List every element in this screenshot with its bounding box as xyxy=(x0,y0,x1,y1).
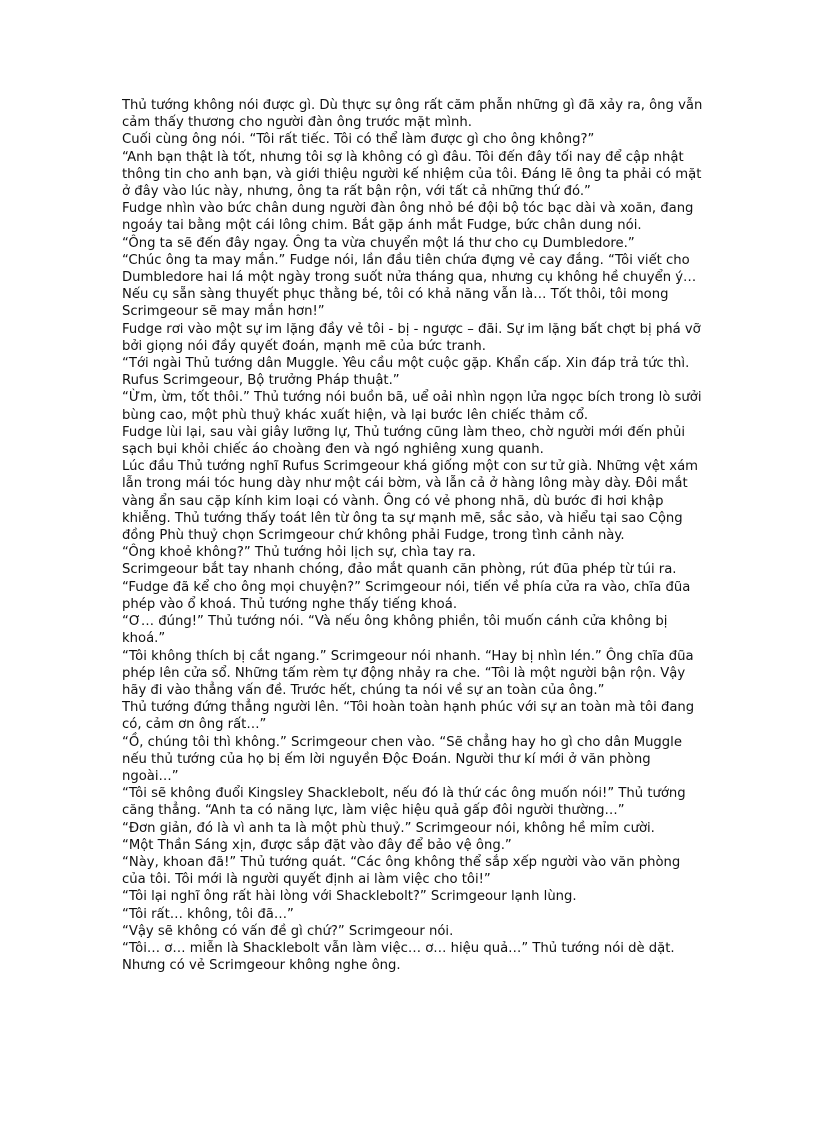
paragraph: Thủ tướng không nói được gì. Dù thực sự ông rất căm phẫn những gì đã xảy ra, ông vẫn cảm thấy thương cho người đàn ông trước mặt mình. xyxy=(122,98,703,131)
paragraph: “Fudge đã kể cho ông mọi chuyện?” Scrimgeour nói, tiến về phía cửa ra vào, chĩa đũa phép vào ổ khoá. Thủ tướng nghe thấy tiếng khoá. xyxy=(122,579,691,612)
paragraph: “Anh bạn thật là tốt, nhưng tôi sợ là không có gì đâu. Tôi đến đây tối nay để cập nhật thông tin cho anh bạn, và giới thiệu người kế nhiệm của tôi. Đáng lẽ ông ta phải có mặt ở đây vào lúc này, nhưng, ông ta rất bận rộn, với tất cả những thứ đó.” xyxy=(122,149,702,200)
paragraph: Lúc đầu Thủ tướng nghĩ Rufus Scrimgeour khá giống một con sư tử già. Những vệt xám lẫn trong mái tóc hung dày như một cái bờm, và lẫn cả ở hàng lông mày dày. Đôi mắt vàng ẩn sau cặp kính kim loại có vành. Ông có vẻ phong nhã, dù bước đi hơi khập khiễng. Thủ tướng thấy toát lên từ ông ta sự mạnh mẽ, sắc sảo, và hiểu tại sao Cộng đồng Phù thuỷ chọn Scrimgeour chứ không phải Fudge, trong tình cảnh này. xyxy=(122,459,699,544)
paragraph: Cuối cùng ông nói. “Tôi rất tiếc. Tôi có thể làm được gì cho ông không?” xyxy=(122,132,595,148)
paragraph: “Tôi sẽ không đuổi Kingsley Shacklebolt, nếu đó là thứ các ông muốn nói!” Thủ tướng căng thẳng. “Anh ta có năng lực, làm việc hiệu quả gấp đôi người thường…” xyxy=(122,786,686,819)
paragraph: Fudge rơi vào một sự im lặng đầy vẻ tôi - bị - ngược – đãi. Sự im lặng bất chợt bị phá vỡ bởi giọng nói đầy quyết đoán, mạnh mẽ của bức tranh. xyxy=(122,321,701,354)
document-page xyxy=(122,97,707,974)
paragraph: Fudge lùi lại, sau vài giây lưỡng lự, Thủ tướng cũng làm theo, chờ người mới đến phủi sạch bụi khỏi chiếc áo choàng đen và ngó nghiêng xung quanh. xyxy=(122,424,686,458)
paragraph: “Tôi lại nghĩ ông rất hài lòng với Shacklebolt?” Scrimgeour lạnh lùng. xyxy=(122,889,577,905)
paragraph: Nhưng có vẻ Scrimgeour không nghe ông. xyxy=(122,958,401,974)
paragraph: “Ơ… đúng!” Thủ tướng nói. “Và nếu ông không phiền, tôi muốn cánh cửa không bị khoá.” xyxy=(122,614,668,647)
paragraph: “Chúc ông ta may mắn.” Fudge nói, lần đầu tiên chứa đựng vẻ cay đắng. “Tôi viết cho Dumbledore hai lá một ngày trong suốt nửa tháng qua, nhưng cụ không hề chuyển ý… Nếu cụ sẵn sàng thuyết phục thằng bé, tôi có khả năng vẫn là… Tốt thôi, tôi mong Scrimgeour sẽ may mắn hơn!” xyxy=(122,252,697,320)
paragraph: Scrimgeour bắt tay nhanh chóng, đảo mắt quanh căn phòng, rút đũa phép từ túi ra. xyxy=(122,562,677,578)
paragraph: “Ồ, chúng tôi thì không.” Scrimgeour chen vào. “Sẽ chẳng hay ho gì cho dân Muggle nếu thủ tướng của họ bị ếm lời nguyền Độc Đoán. Người thư kí mới ở văn phòng ngoài…” xyxy=(122,734,682,784)
paragraph: “Tôi… ơ… miễn là Shacklebolt vẫn làm việc… ơ… hiệu quả…” Thủ tướng nói dè dặt. xyxy=(122,940,675,956)
paragraph: Thủ tướng đứng thẳng người lên. “Tôi hoàn toàn hạnh phúc với sự an toàn mà tôi đang có, cảm ơn ông rất…” xyxy=(122,700,695,733)
paragraph: “Tới ngài Thủ tướng dân Muggle. Yêu cầu một cuộc gặp. Khẩn cấp. Xin đáp trả tức thì. Rufus Scrimgeour, Bộ trưởng Pháp thuật.” xyxy=(122,356,690,389)
paragraph: “Này, khoan đã!” Thủ tướng quát. “Các ông không thể sắp xếp người vào văn phòng của tôi. Tôi mới là người quyết định ai làm việc cho tôi!” xyxy=(122,854,681,888)
paragraph: “Đơn giản, đó là vì anh ta là một phù thuỷ.” Scrimgeour nói, không hề mỉm cười. xyxy=(122,820,655,836)
paragraph: “Ông khoẻ không?” Thủ tướng hỏi lịch sự, chìa tay ra. xyxy=(122,545,476,561)
paragraph: “Ông ta sẽ đến đây ngay. Ông ta vừa chuyển một lá thư cho cụ Dumbledore.” xyxy=(122,235,635,251)
paragraph: “Vậy sẽ không có vấn đề gì chứ?” Scrimgeour nói. xyxy=(122,923,454,939)
paragraph: “Tôi rất… không, tôi đã…” xyxy=(122,906,294,922)
paragraph: “Một Thần Sáng xịn, được sắp đặt vào đây để bảo vệ ông.” xyxy=(122,837,512,853)
paragraph: “Tôi không thích bị cắt ngang.” Scrimgeour nói nhanh. “Hay bị nhìn lén.” Ông chĩa đũa phép lên cửa sổ. Những tấm rèm tự động nhảy ra che. “Tôi là một người bận rộn. Vậy hãy đi vào thẳng vấn đề. Trước hết, chúng ta nói về sự an toàn của ông.” xyxy=(122,648,694,698)
paragraph: Fudge nhìn vào bức chân dung người đàn ông nhỏ bé đội bộ tóc bạc dài và xoăn, đang ngoáy tai bằng một cái lông chim. Bắt gặp ánh mắt Fudge, bức chân dung nói. xyxy=(122,201,694,234)
paragraph: “Ừm, ừm, tốt thôi.” Thủ tướng nói buồn bã, uể oải nhìn ngọn lửa ngọc bích trong lò sưởi bùng cao, một phù thuỷ khác xuất hiện, và lại bước lên chiếc thảm cổ. xyxy=(122,390,702,423)
